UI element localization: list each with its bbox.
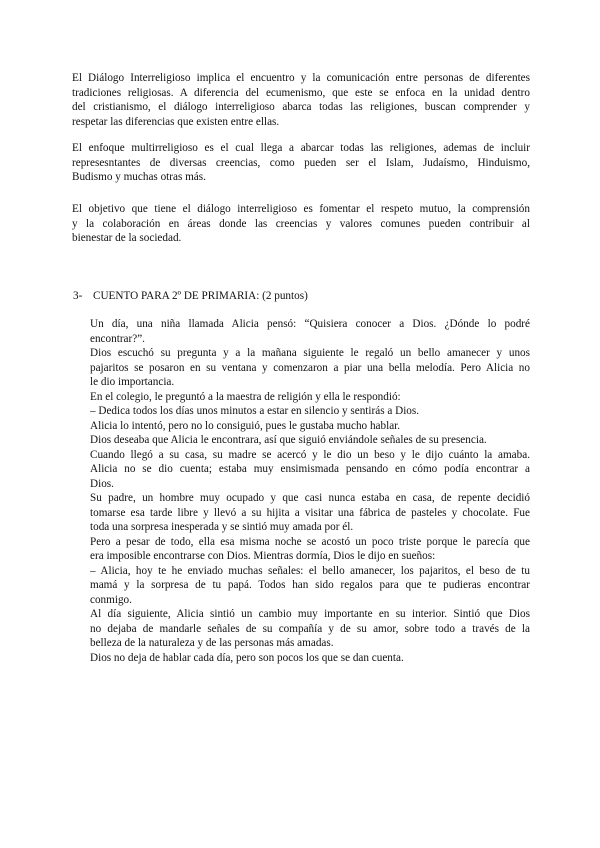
text-line: y la colaboración en áreas donde las creencias y valores comunes pueden contribuir al [72,217,530,230]
story-line: no dejaba de mandarle señales de su compañía y de su amor, sobre todo a través de la [90,622,530,635]
section-number: 3- [73,290,83,302]
story-line: belleza de la naturaleza y de las personas más amadas. [90,637,334,649]
text-line: Budismo y muchas otras más. [72,171,206,183]
text-line: represesntantes de diversas creencias, como pueden ser el Islam, Judaísmo, Hinduismo, [72,156,530,169]
story-line: mamá y la sorpresa de tu papá. Todos han sido regalos para que te pudieras encontrar [90,579,530,591]
story-line: le dio importancia. [90,376,175,388]
section-heading [73,289,533,303]
story-line: era imposible encontrarse con Dios. Mientras dormía, Dios le dijo en sueños: [90,550,436,562]
story-line: encontrar?”. [90,332,145,345]
story-line: Cuando llegó a su casa, su madre se acercó y le dio un beso y le dijo cuánto la amaba. [90,448,530,461]
story-text [90,317,530,665]
story-line: Alicia no se dio cuenta; estaba muy ensimismada pensando en cómo podía encontrar a [90,463,530,475]
story-line: Dios. [90,477,114,490]
intro-paragraph-1 [72,71,530,129]
story-line: pajaritos se posaron en su ventana y comenzaron a piar una bella melodía. Pero Alicia no [90,361,530,374]
story-line: Dios no deja de hablar cada día, pero son pocos los que se dan cuenta. [90,651,404,664]
story-line: – Alicia, hoy te he enviado muchas señales: el bello amanecer, los pajaritos, el beso de tu [90,564,530,577]
text-line: respetar las diferencias que existen entre ellas. [72,115,280,128]
story-line: En el colegio, le preguntó a la maestra de religión y ella le respondió: [90,390,401,403]
story-line: Pero a pesar de todo, ella esa misma noche se acostó un poco triste porque le parecía que [90,535,530,548]
story-line: – Dedica todos los días unos minutos a estar en silencio y sentirás a Dios. [90,405,420,417]
story-line: Dios deseaba que Alicia le encontrara, así que siguió enviándole señales de su presencia. [90,434,487,446]
story-line: Un día, una niña llamada Alicia pensó: “Quisiera conocer a Dios. ¿Dónde lo podré [90,318,530,330]
text-line: El enfoque multirreligioso es el cual llega a abarcar todas las religiones, ademas de incluir [72,142,530,154]
section-title: CUENTO PARA 2º DE PRIMARIA: (2 puntos) [93,290,308,302]
intro-paragraph-2 [72,141,530,185]
text-line: del cristianismo, el diálogo interreligioso abarca todas las religiones, buscan comprender y [72,101,530,113]
intro-paragraph-3 [72,202,530,246]
story-line: Dios escuchó su pregunta y a la mañana siguiente le regaló un bello amanecer y unos [90,347,530,359]
story-line: toda una sorpresa inesperada y se sintió muy amada por él. [90,521,354,533]
text-line: bienestar de la sociedad. [72,232,182,244]
story-line: Su padre, un hombre muy ocupado y que casi nunca estaba en casa, de repente decidió [90,492,530,504]
story-line: Al día siguiente, Alicia sintió un cambio muy importante en su interior. Sintió que Dios [90,608,530,620]
story-line: Alicia lo intentó, pero no lo consiguió, pues le gustaba mucho hablar. [90,419,401,432]
text-line: tradiciones religiosas. A diferencia del ecumenismo, que este se enfoca en la unidad dentro [72,86,530,99]
story-line: conmigo. [90,593,132,606]
text-line: El objetivo que tiene el diálogo interreligioso es fomentar el respeto mutuo, la comprensión [72,203,530,215]
text-line: El Diálogo Interreligioso implica el encuentro y la comunicación entre personas de diferentes [72,72,530,84]
story-line: tomarse esa tarde libre y llevó a su hijita a visitar una fábrica de pasteles y chocolate. Fue [90,506,530,519]
